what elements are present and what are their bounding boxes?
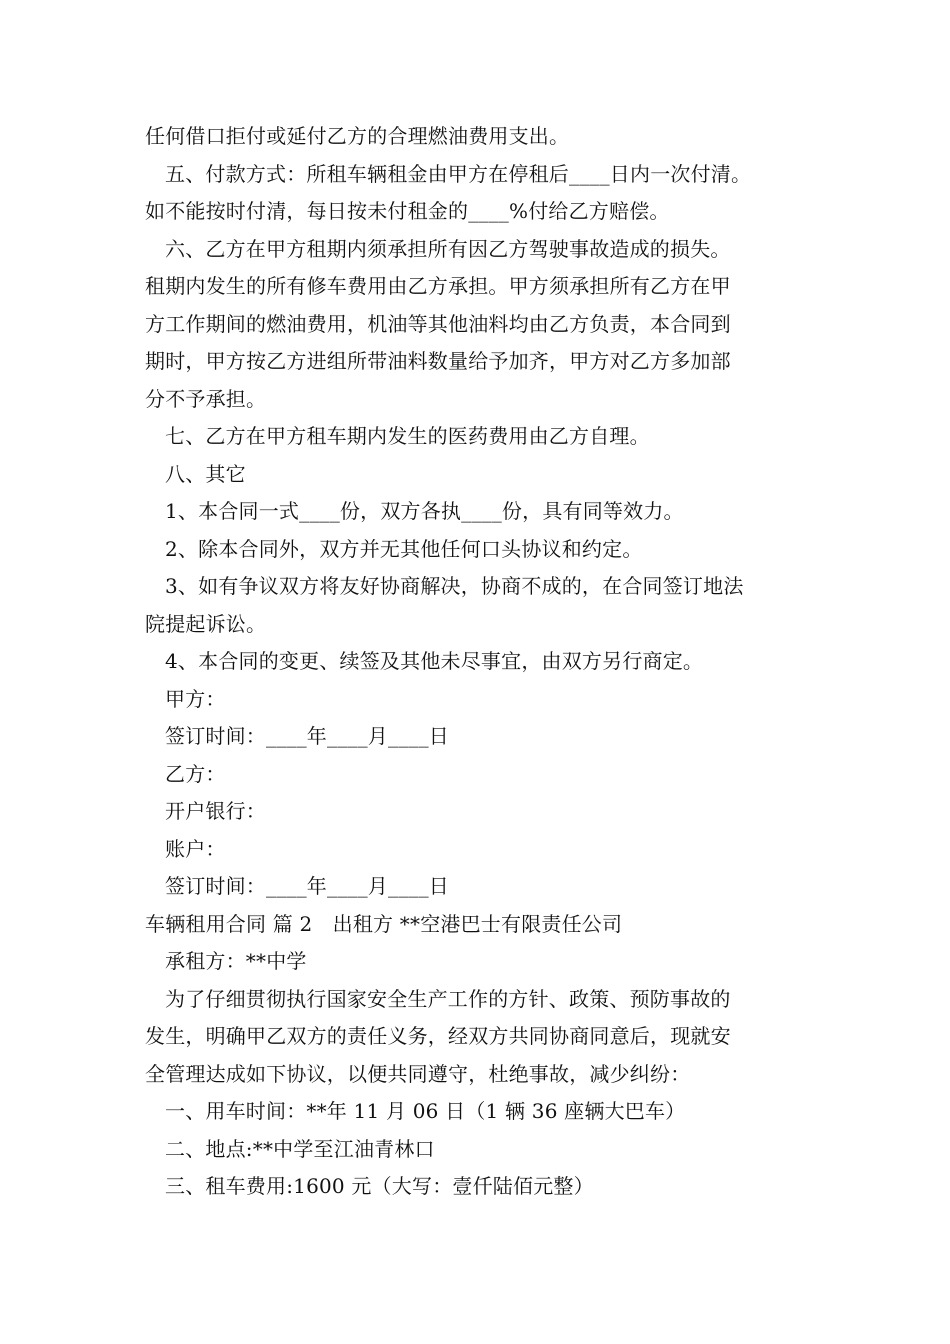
party-a-label: 甲方：: [165, 686, 226, 711]
section-heading: 车辆租用合同 篇 2 出租方 **空港巴士有限责任公司: [145, 911, 623, 936]
text-line: 院提起诉讼。: [145, 611, 267, 636]
party-b-sign-date: 签订时间：____年____月____日: [165, 874, 449, 898]
bank-label: 开户银行：: [165, 799, 266, 823]
preamble-paragraph: 为了仔细贯彻执行国家安全生产工作的方针、政策、预防事故的: [165, 986, 731, 1011]
text-line: 发生，明确甲乙双方的责任义务，经双方共同协商同意后，现就安: [145, 1024, 731, 1048]
sub-clause-1: 1、本合同一式____份，双方各执____份，具有同等效力。: [165, 499, 684, 523]
sub-clause-3: 3、如有争议双方将友好协商解决，协商不成的，在合同签订地法: [165, 574, 744, 598]
party-b-label: 乙方：: [165, 761, 226, 786]
text-line: 方工作期间的燃油费用，机油等其他油料均由乙方负责，本合同到: [145, 311, 731, 336]
party-a-sign-date: 签订时间：____年____月____日: [165, 724, 449, 748]
text-line: 如不能按时付清，每日按未付租金的____%付给乙方赔偿。: [145, 199, 670, 223]
term-two-location: 二、地点:**中学至江油青林口: [165, 1136, 435, 1161]
text-line: 租期内发生的所有修车费用由乙方承担。甲方须承担所有乙方在甲: [145, 274, 731, 298]
clause-five-payment: 五、付款方式：所租车辆租金由甲方在停租后____日内一次付清。: [165, 161, 752, 186]
text-line: 任何借口拒付或延付乙方的合理燃油费用支出。: [145, 124, 570, 148]
clause-six-liability: 六、乙方在甲方租期内须承担所有因乙方驾驶事故造成的损失。: [165, 236, 731, 261]
account-label: 账户：: [165, 836, 226, 861]
text-line: 全管理达成如下协议，以便共同遵守，杜绝事故，减少纠纷：: [145, 1061, 691, 1086]
text-line: 期时，甲方按乙方进组所带油料数量给予加齐，甲方对乙方多加部: [145, 349, 731, 373]
contract-text: [145, 118, 820, 1206]
lessee-label: 承租方：**中学: [165, 949, 307, 973]
sub-clause-4: 4、本合同的变更、续签及其他未尽事宜，由双方另行商定。: [165, 649, 704, 673]
term-three-fee: 三、租车费用:1600 元（大写：壹仟陆佰元整）: [165, 1174, 594, 1198]
clause-eight-heading: 八、其它: [165, 461, 246, 486]
text-line: 分不予承担。: [145, 386, 267, 411]
sub-clause-2: 2、除本合同外，双方并无其他任何口头协议和约定。: [165, 536, 643, 561]
term-one-time: 一、用车时间：**年 11 月 06 日（1 辆 36 座辆大巴车）: [165, 1099, 686, 1123]
clause-seven-medical: 七、乙方在甲方租车期内发生的医药费用由乙方自理。: [165, 424, 650, 448]
